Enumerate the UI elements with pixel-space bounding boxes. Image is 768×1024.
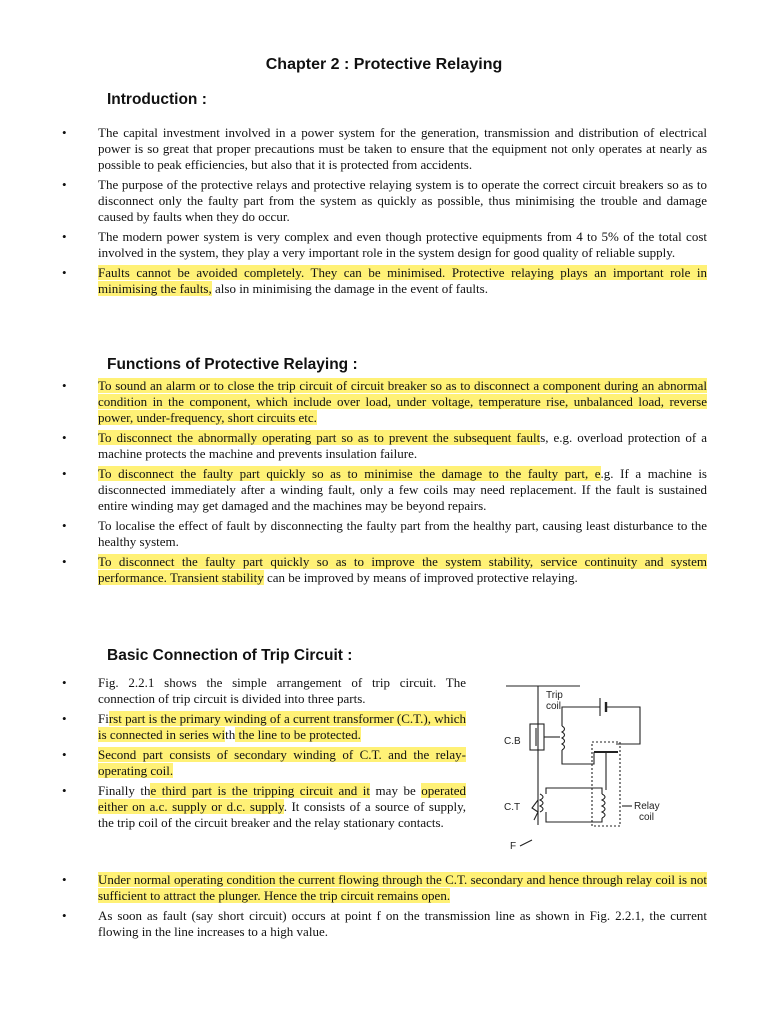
- bullet-marker: •: [62, 711, 67, 726]
- ct-label: C.T: [504, 802, 521, 813]
- trip-wire-right: [606, 707, 640, 744]
- list-item: [0, 783, 466, 831]
- text-run: can be improved by means of improved protective relaying.: [263, 570, 578, 585]
- list-item: [0, 675, 466, 707]
- highlighted-text: To disconnect the abnormally operating part so as to prevent the subsequent fault: [98, 430, 541, 445]
- functions-list: [0, 378, 707, 590]
- text-run: As soon as fault (say short circuit) occurs at point f on the transmission line as shown in Fig. 2.2.1, the current flowing in the line increases to a high value.: [98, 908, 707, 939]
- ct-relay-wire-bottom: [546, 812, 602, 822]
- list-item: [0, 872, 707, 904]
- list-item-text: [98, 229, 707, 261]
- bullet-marker: •: [62, 229, 67, 244]
- list-item: [0, 125, 707, 173]
- highlighted-text: operated either on a.c. supply or d.c. supply: [98, 783, 467, 814]
- text-run: s, e.g. overload protection of a machine protects the machine and prevents insulation failure.: [98, 430, 707, 461]
- text-run: The purpose of the protective relays and protective relaying system is to operate the correct circuit breakers so as to disconnect only the faulty part from the system as quickly as possible, thus minimising the trouble and damage caused by faults when they do occur.: [98, 177, 707, 224]
- functions-heading: Functions of Protective Relaying :: [107, 356, 358, 373]
- fault-arrow: [532, 800, 538, 820]
- trip-coil-label-line2: coil: [546, 701, 562, 712]
- text-run: The modern power system is very complex and even though protective equipments from 4 to 5% of the total cost involved in the system, they play a very important role in the system design for good quality of reliable supply.: [98, 229, 707, 260]
- list-item-text: [98, 378, 707, 426]
- introduction-list: [0, 125, 707, 301]
- bullet-marker: •: [62, 675, 67, 690]
- list-item: [0, 265, 707, 297]
- highlighted-text: e third part is the tripping circuit and it: [150, 783, 371, 798]
- list-item: [0, 747, 466, 779]
- trip-circuit-diagram: [500, 682, 670, 857]
- trip-wire-left: [562, 707, 600, 726]
- highlighted-text: To sound an alarm or to close the trip circuit of circuit breaker so as to disconnect a component during an abnormal condition in the component, which include over load, under voltage, temperature rise, unbalanced load, reverse power, under-frequency, short circuits etc.: [98, 378, 707, 425]
- list-item-text: [98, 711, 466, 743]
- text-run: To localise the effect of fault by disconnecting the faulty part from the healthy part, causing least disturbance to the healthy system.: [98, 518, 707, 549]
- bullet-marker: •: [62, 466, 67, 481]
- list-item-text: [98, 177, 707, 225]
- ct-winding: [540, 794, 543, 812]
- trip-circuit-list-continued: [0, 872, 707, 944]
- bullet-marker: •: [62, 430, 67, 445]
- bullet-marker: •: [62, 177, 67, 192]
- bullet-marker: •: [62, 872, 67, 887]
- list-item: [0, 229, 707, 261]
- list-item-text: [98, 675, 466, 707]
- bullet-marker: •: [62, 265, 67, 280]
- introduction-heading: Introduction :: [107, 91, 207, 108]
- list-item-text: [98, 908, 707, 940]
- list-item: [0, 711, 466, 743]
- list-item: [0, 177, 707, 225]
- list-item-text: [98, 747, 466, 779]
- trip-coil-winding: [562, 726, 565, 750]
- relay-coil-label-line1: Relay: [634, 801, 660, 812]
- relay-coil-winding: [602, 794, 605, 818]
- trip-coil-label-line1: Trip: [546, 690, 563, 701]
- circuit-breaker-box: [530, 724, 544, 750]
- bullet-marker: •: [62, 125, 67, 140]
- highlighted-text: rst part is the primary winding of a current transformer (C.T.), which is connected in series wi: [98, 711, 466, 742]
- trip-circuit-figure: [500, 682, 670, 857]
- text-run: also in minimising the damage in the event of faults.: [211, 281, 488, 296]
- list-item-text: [98, 430, 707, 462]
- list-item: [0, 430, 707, 462]
- fault-point-label: F: [510, 841, 517, 852]
- bullet-marker: •: [62, 378, 67, 393]
- list-item-text: [98, 265, 707, 297]
- list-item: [0, 466, 707, 514]
- trip-circuit-list: [0, 675, 466, 835]
- text-run: . It consists of a source of supply, the trip coil of the circuit breaker and the relay stationary contacts.: [98, 799, 466, 830]
- list-item: [0, 554, 707, 586]
- list-item: [0, 908, 707, 940]
- text-run: The capital investment involved in a power system for the generation, transmission and distribution of electrical power is so great that proper precautions must be taken to ensure that the equipment not only operates at nearly as possible to peak efficiencies, but also that it is protected from accidents.: [98, 125, 707, 172]
- text-run: Finally th: [98, 783, 151, 798]
- highlighted-text: To disconnect the faulty part quickly so as to improve the system stability, service continuity and system performance. Transient stability: [98, 554, 707, 585]
- text-run: th: [225, 727, 236, 742]
- text-run: .g. If a machine is disconnected immediately after a winding fault, only a few coils may need replacement. If the fault is sustained entire winding may get damaged and the machines may be beyond repairs.: [98, 466, 707, 513]
- trip-wire-bottom: [562, 750, 594, 764]
- text-run: Fi: [98, 711, 109, 726]
- list-item-text: [98, 466, 707, 514]
- bullet-marker: •: [62, 908, 67, 923]
- list-item: [0, 518, 707, 550]
- highlighted-text: To disconnect the faulty part quickly so as to minimise the damage to the faulty part, e: [98, 466, 601, 481]
- list-item-text: [98, 554, 707, 586]
- list-item-text: [98, 125, 707, 173]
- trip-circuit-heading: Basic Connection of Trip Circuit :: [107, 647, 353, 664]
- bullet-marker: •: [62, 783, 67, 798]
- ct-relay-wire-top: [546, 788, 602, 794]
- relay-coil-label-line2: coil: [639, 812, 655, 823]
- highlighted-text: the line to be protected.: [235, 727, 361, 742]
- fault-label-pointer: [520, 840, 532, 846]
- list-item-text: [98, 783, 466, 831]
- list-item-text: [98, 518, 707, 550]
- list-item: [0, 378, 707, 426]
- list-item-text: [98, 872, 707, 904]
- bullet-marker: •: [62, 518, 67, 533]
- highlighted-text: Faults cannot be avoided completely. They can be minimised. Protective relaying plays an important role in minimising the faults,: [98, 265, 707, 296]
- highlighted-text: Second part consists of secondary winding of C.T. and the relay-operating coil.: [98, 747, 466, 778]
- chapter-title: Chapter 2 : Protective Relaying: [265, 56, 503, 73]
- bullet-marker: •: [62, 747, 67, 762]
- bullet-marker: •: [62, 554, 67, 569]
- cb-label: C.B: [504, 736, 521, 747]
- text-run: Fig. 2.2.1 shows the simple arrangement of trip circuit. The connection of trip circuit is divided into three parts.: [98, 675, 466, 706]
- highlighted-text: Under normal operating condition the current flowing through the C.T. secondary and hence through relay coil is not sufficient to attract the plunger. Hence the trip circuit remains open.: [98, 872, 707, 903]
- text-run: may be: [370, 783, 422, 798]
